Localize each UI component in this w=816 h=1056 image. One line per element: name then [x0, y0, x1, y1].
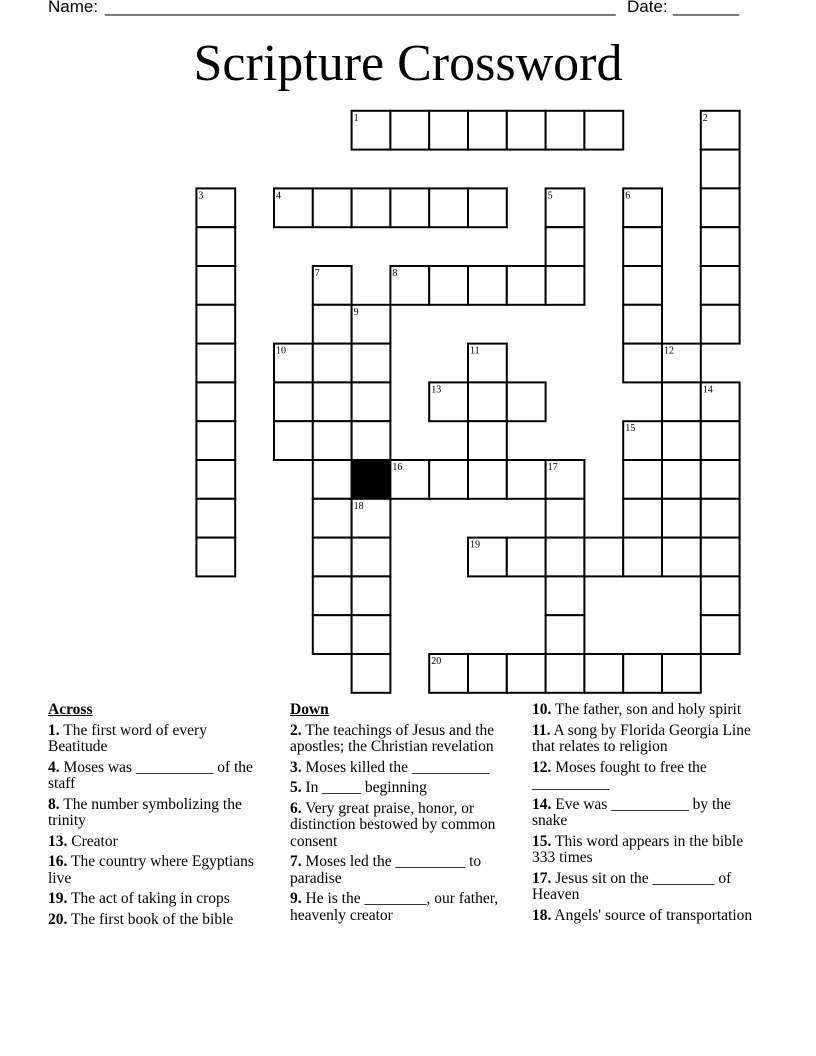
clue-item	[290, 854, 522, 887]
clue-number: 4.	[48, 758, 60, 776]
clue-number: 1.	[48, 721, 60, 739]
grid-block-cell	[352, 460, 391, 499]
grid-cell[interactable]	[352, 538, 391, 577]
grid-cell[interactable]	[352, 654, 391, 693]
grid-cell[interactable]	[701, 421, 740, 460]
clue-text: The first book of the bible	[67, 910, 234, 928]
grid-cell[interactable]	[623, 499, 662, 538]
cell-number: 20	[431, 656, 442, 667]
grid-cell[interactable]	[623, 538, 662, 577]
down-clues-continued	[532, 702, 762, 928]
grid-cell[interactable]	[701, 227, 740, 266]
cell-number: 8	[392, 268, 398, 279]
clue-text: Moses fought to free the __________	[532, 758, 707, 792]
clue-text: The father, son and holy spirit	[551, 701, 742, 718]
clue-item	[532, 723, 762, 756]
grid-cell[interactable]	[662, 382, 701, 421]
cell-number: 19	[470, 539, 480, 551]
clue-item	[48, 834, 260, 851]
grid-cell[interactable]	[390, 188, 429, 227]
grid-cell[interactable]	[274, 421, 313, 460]
clue-text: In _____ beginning	[301, 779, 427, 796]
cell-number: 1	[353, 112, 359, 124]
cell-number: 11	[470, 345, 480, 357]
grid-cell[interactable]	[196, 421, 235, 460]
grid-cell[interactable]	[429, 188, 468, 227]
clue-number: 7.	[290, 853, 302, 870]
cell-number: 17	[547, 462, 558, 473]
clue-number: 6.	[290, 799, 302, 817]
grid-cell[interactable]	[352, 344, 391, 383]
cell-number: 9	[353, 306, 359, 318]
clue-number: 8.	[48, 795, 60, 813]
grid-cell[interactable]	[196, 344, 235, 383]
grid-cell[interactable]	[196, 227, 235, 266]
clue-item	[532, 871, 762, 904]
cell-number: 6	[625, 190, 631, 202]
grid-cell[interactable]	[701, 460, 740, 499]
clue-text: This word appears in the bible 333 times	[532, 832, 744, 866]
clue-text: The act of taking in crops	[67, 890, 230, 907]
grid-cell[interactable]	[507, 111, 546, 150]
clue-text: Very great praise, honor, or distinction bestowed by common consent	[290, 799, 496, 850]
clue-item	[290, 801, 522, 851]
grid-cell[interactable]	[313, 344, 352, 383]
page-title: Scripture Crossword	[193, 35, 623, 92]
clue-number: 2.	[290, 721, 302, 739]
clue-item	[532, 702, 762, 719]
grid-cell[interactable]	[196, 460, 235, 499]
clue-number: 20.	[48, 910, 68, 928]
grid-cell[interactable]	[468, 266, 507, 305]
grid-cell[interactable]	[701, 576, 740, 615]
grid-cell[interactable]	[468, 421, 507, 460]
cell-number: 4	[276, 190, 281, 202]
grid-cell[interactable]	[429, 111, 468, 150]
name-field-line[interactable]: ______________________________________________________	[105, 0, 616, 16]
grid-cell[interactable]	[662, 421, 701, 460]
clue-text: Eve was __________ by the snake	[532, 795, 731, 829]
across-clue-list	[48, 723, 260, 929]
grid-cell[interactable]	[468, 654, 507, 693]
grid-cell[interactable]	[662, 499, 701, 538]
grid-cell[interactable]	[196, 538, 235, 577]
clue-text: Moses led the _________ to paradise	[290, 853, 482, 887]
clue-item	[48, 760, 260, 793]
grid-cell[interactable]	[623, 344, 662, 383]
clue-number: 17.	[532, 869, 552, 887]
clue-item	[532, 760, 762, 793]
clue-text: The teachings of Jesus and the apostles; the Christian revelation	[290, 721, 495, 755]
date-label: Date:	[627, 0, 668, 16]
grid-cell[interactable]	[390, 111, 429, 150]
grid-cell[interactable]	[507, 654, 546, 693]
grid-cell[interactable]	[546, 615, 585, 654]
clue-text: Moses killed the __________	[301, 758, 490, 776]
clue-text: The number symbolizing the trinity	[48, 795, 242, 829]
grid-cell[interactable]	[352, 615, 391, 654]
clue-text: The first word of every Beatitude	[48, 721, 207, 755]
clue-number: 15.	[532, 832, 552, 850]
cell-number: 14	[702, 384, 713, 396]
grid-cell[interactable]	[468, 188, 507, 227]
grid-cell[interactable]	[546, 576, 585, 615]
cell-number: 2	[702, 112, 708, 124]
clue-item	[532, 834, 762, 867]
clue-item	[290, 780, 522, 797]
clue-text: He is the ________, our father, heavenly creator	[290, 890, 499, 924]
grid-cell[interactable]	[313, 576, 352, 615]
grid-cell[interactable]	[507, 382, 546, 421]
grid-cell[interactable]	[313, 615, 352, 654]
grid-cell[interactable]	[623, 227, 662, 266]
grid-cell[interactable]	[546, 538, 585, 577]
clue-item	[532, 797, 762, 830]
down-clue-list	[290, 723, 522, 925]
clue-text: The country where Egyptians live	[48, 853, 254, 887]
grid-cell[interactable]	[313, 382, 352, 421]
clue-text: Jesus sit on the ________ of Heaven	[532, 869, 732, 903]
grid-cell[interactable]	[623, 266, 662, 305]
clue-number: 18.	[532, 906, 552, 924]
clue-number: 19.	[48, 890, 68, 907]
clue-item	[290, 891, 522, 924]
name-label: Name:	[48, 0, 99, 16]
grid-cell[interactable]	[313, 499, 352, 538]
clue-number: 10.	[532, 701, 552, 718]
grid-cell[interactable]	[701, 150, 740, 189]
grid-cell[interactable]	[584, 111, 623, 150]
cell-number: 16	[392, 462, 403, 473]
clue-item	[48, 854, 260, 887]
cell-number: 10	[276, 345, 286, 357]
grid-cell[interactable]	[196, 305, 235, 344]
clue-text: A song by Florida Georgia Line that relates to religion	[532, 721, 751, 755]
clue-number: 11.	[532, 721, 551, 739]
clue-item	[290, 760, 522, 777]
grid-cell[interactable]	[701, 266, 740, 305]
grid-cell[interactable]	[701, 538, 740, 577]
grid-cell[interactable]	[701, 305, 740, 344]
grid-cell[interactable]	[546, 266, 585, 305]
grid-cell[interactable]	[662, 460, 701, 499]
clue-item	[48, 891, 260, 908]
cell-number: 3	[198, 190, 204, 202]
clue-text: Creator	[67, 832, 118, 850]
clue-number: 5.	[290, 779, 302, 796]
grid-cell[interactable]	[701, 615, 740, 654]
grid-cell[interactable]	[584, 654, 623, 693]
grid-cell[interactable]	[507, 460, 546, 499]
grid-cell[interactable]	[701, 499, 740, 538]
clue-item	[48, 723, 260, 756]
grid-cell[interactable]	[196, 499, 235, 538]
clue-number: 9.	[290, 890, 302, 907]
clue-text: Moses was __________ of the staff	[48, 758, 253, 792]
grid-cell[interactable]	[429, 266, 468, 305]
grid-cell[interactable]	[352, 576, 391, 615]
grid-cell[interactable]	[623, 305, 662, 344]
grid-cell[interactable]	[274, 382, 313, 421]
grid-cell[interactable]	[468, 460, 507, 499]
grid-cell[interactable]	[429, 460, 468, 499]
down-clues	[290, 702, 522, 928]
across-heading: Across	[48, 701, 93, 718]
grid-cell[interactable]	[546, 654, 585, 693]
clue-number: 14.	[532, 795, 552, 813]
grid-cell[interactable]	[468, 382, 507, 421]
grid-cell[interactable]	[352, 382, 391, 421]
clue-number: 3.	[290, 758, 302, 776]
grid-cell[interactable]	[584, 538, 623, 577]
clue-item	[48, 797, 260, 830]
cell-number: 5	[547, 190, 553, 202]
grid-cell[interactable]	[196, 266, 235, 305]
grid-cell[interactable]	[623, 654, 662, 693]
grid-cell[interactable]	[352, 421, 391, 460]
down-heading: Down	[290, 701, 329, 718]
grid-cell[interactable]	[701, 188, 740, 227]
grid-cell[interactable]	[507, 538, 546, 577]
clue-number: 16.	[48, 853, 68, 870]
grid-cell[interactable]	[546, 111, 585, 150]
clue-item	[532, 908, 762, 925]
clue-item	[48, 912, 260, 929]
clue-number: 12.	[532, 758, 552, 776]
clue-item	[290, 723, 522, 756]
across-clues	[48, 702, 260, 932]
grid-cell[interactable]	[623, 460, 662, 499]
cell-number: 13	[431, 384, 442, 396]
grid-cell[interactable]	[662, 538, 701, 577]
grid-cell[interactable]	[546, 499, 585, 538]
grid-cell[interactable]	[313, 305, 352, 344]
cell-number: 15	[625, 423, 636, 435]
grid-cell[interactable]	[507, 266, 546, 305]
clue-text: Angels' source of transportation	[551, 906, 753, 924]
date-field-line[interactable]: _______	[673, 0, 740, 16]
cell-number: 7	[314, 268, 320, 279]
grid-cell[interactable]	[546, 227, 585, 266]
grid-cell[interactable]	[662, 654, 701, 693]
grid-cell[interactable]	[313, 188, 352, 227]
clue-number: 13.	[48, 832, 68, 850]
grid-cell[interactable]	[468, 111, 507, 150]
grid-cell[interactable]	[313, 538, 352, 577]
cell-number: 18	[353, 500, 364, 512]
grid-cell[interactable]	[313, 460, 352, 499]
down-clue-list-continued	[532, 702, 762, 924]
grid-cell[interactable]	[352, 188, 391, 227]
grid-cell[interactable]	[313, 421, 352, 460]
grid-cell[interactable]	[196, 382, 235, 421]
cell-number: 12	[664, 345, 674, 357]
